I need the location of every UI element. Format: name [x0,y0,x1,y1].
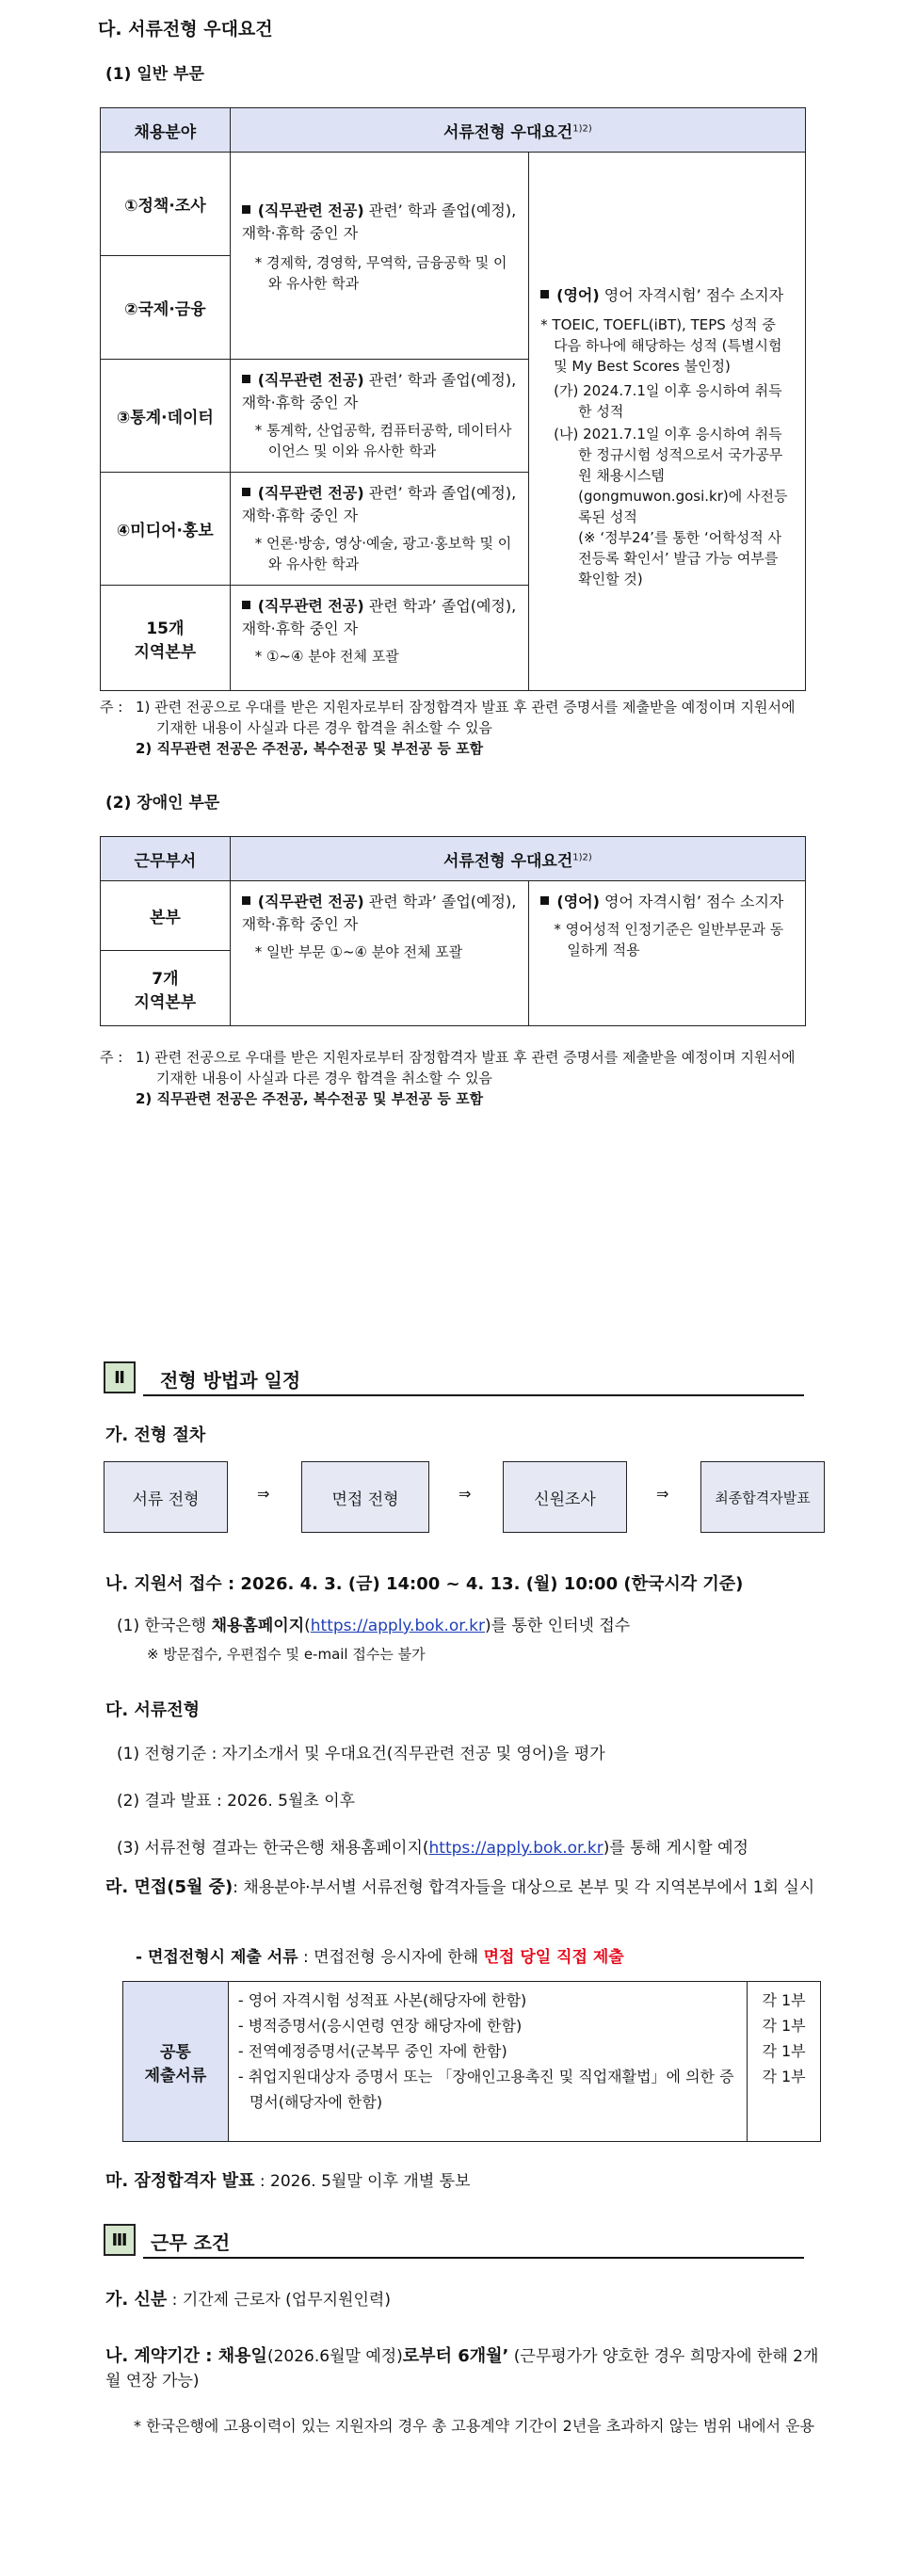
flow-arrow-icon: ⇒ [656,1485,669,1503]
field-stats-data: ③통계·데이터 [101,360,231,473]
general-preference-table [100,107,806,691]
section-title-preference: 다. 서류전형 우대요건 [98,19,273,40]
english-na [540,424,794,527]
english-bold: (영어) [556,893,600,910]
footnote-1: 1) 관련 전공으로 우대를 받은 지원자로부터 잠정합격자 발표 후 관련 증명서를 제출받을 예정이며 지원서에 기재한 내용이 사실과 다른 경우 합격을 취소할 수 있음 [136,1049,796,1087]
screening-result-date: (2) 결과 발표 : 2026. 5월초 이후 [117,1792,356,1811]
col-header-field: 채용분야 [101,108,231,153]
req-note: * 경제학, 경영학, 무역학, 금융공학 및 이와 유사한 학과 [254,254,507,292]
docs-label-l1: 공통 [159,2042,191,2062]
col-header-sup: 1)2) [572,122,592,134]
disabled-preference-table [100,836,806,1026]
english-ga [540,380,794,422]
req-text: 관련’ 학과 졸업(예정), 재학·휴학 중인 자 [241,201,517,242]
req-cell-regional [230,586,528,691]
dept-regional [101,951,231,1026]
footnote-prefix: 주 : [100,699,123,716]
application-method: (1) 한국은행 채용홈페이지(https://apply.bok.or.kr)를 통한 인터넷 접수 [117,1617,631,1635]
english-note: * 영어성적 인정기준은 일반부문과 동일하게 적용 [554,921,784,958]
bullet-square-icon [242,488,250,496]
posting-prefix: (3) 서류전형 결과는 한국은행 채용홈페이지( [117,1839,429,1858]
bullet-square-icon [242,375,250,383]
req-bold: (직무관련 전공) [257,893,364,910]
section-underline [143,1394,804,1396]
dept-hq: 본부 [101,881,231,951]
english-text: 영어 자격시험’ 점수 소지자 [599,893,784,910]
req-text: 관련 학과’ 졸업(예정), 재학·휴학 중인 자 [241,597,517,637]
doc-item: - 병적증명서(응시연령 연장 해당자에 한함) [237,2017,523,2035]
provisional-text: : 2026. 5월말 이후 개별 통보 [254,2172,471,2191]
req-bold: (직무관련 전공) [257,597,364,615]
interview-text: : 채용분야·부서별 서류전형 합격자들을 대상으로 본부 및 각 지역본부에서 1회 실시 [233,1878,815,1897]
section-title-2: 전형 방법과 일정 [160,1369,301,1392]
status-bold: 가. 신분 [105,2290,168,2310]
interview-submission [136,1943,624,1967]
req-bold: (직무관련 전공) [257,484,364,502]
provisional-pass-announcement [105,2167,471,2192]
english-req-cell [529,153,806,691]
dept-regional-l2: 지역본부 [134,992,197,1012]
dept-regional-l1: 7개 [152,969,179,989]
req-note: * 일반 부문 ①~④ 분야 전체 포괄 [254,943,463,960]
submission-bold: - 면접전형시 제출 서류 [136,1948,298,1967]
screening-criteria: (1) 전형기준 : 자기소개서 및 우대요건(직무관련 전공 및 영어)을 평가 [117,1745,605,1763]
document-screening-title: 다. 서류전형 [105,1700,201,1720]
application-note: ※ 방문접수, 우편접수 및 e-mail 접수는 불가 [147,1646,426,1663]
doc-item: - 영어 자격시험 성적표 사본(해당자에 한함) [237,1991,527,2009]
flow-step-document: 서류 전형 [104,1461,228,1533]
req-note: * 통계학, 산업공학, 컴퓨터공학, 데이터사이언스 및 이와 유사한 학과 [254,422,512,459]
field-intl-finance: ②국제·금융 [101,256,231,360]
field-regional [101,586,231,691]
contract-bold-2: 로부터 6개월’ [402,2346,509,2366]
bullet-square-icon [540,290,549,298]
submission-red: 면접 당일 직접 제출 [483,1948,624,1967]
docs-list-cell [228,1982,747,2142]
application-period: 나. 지원서 접수 : 2026. 4. 3. (금) 14:00 ~ 4. 13. (월) 10:00 (한국시각 기준) [105,1574,744,1594]
app-prefix: (1) 한국은행 [117,1617,212,1635]
subtitle-general: (1) 일반 부문 [105,65,204,84]
flow-arrow-icon: ⇒ [257,1485,270,1503]
app-suffix: )를 통한 인터넷 접수 [484,1617,631,1635]
field-regional-l1: 15개 [146,619,185,638]
req-cell-stats [230,360,528,473]
provisional-bold: 마. 잠정합격자 발표 [105,2171,255,2191]
interview-info [105,1876,821,1900]
req-note: * 언론·방송, 영상·예술, 광고·홍보학 및 이와 유사한 학과 [254,535,512,572]
col-header-preference [230,108,805,153]
section-underline [143,2257,804,2259]
doc-count: 각 1부 [762,2042,806,2060]
doc-count: 각 1부 [762,1991,806,2009]
employment-status [105,2286,391,2310]
section-title-3: 근무 조건 [151,2231,231,2254]
ga-text: 2024.7.1일 이후 응시하여 취득한 성적 [578,382,782,420]
field-policy: ①정책·조사 [101,153,231,256]
general-footnotes [100,697,808,759]
screening-result-posting [117,1834,748,1858]
contract-note: * 한국은행에 고용이력이 있는 지원자의 경우 총 고용계약 기간이 2년을 초과하지 않는 범위 내에서 운용 [134,2417,815,2435]
english-text: 영어 자격시험’ 점수 소지자 [599,286,784,304]
doc-count: 각 1부 [762,2068,806,2085]
col-header-preference [230,837,805,881]
req-text: 관련 학과’ 졸업(예정), 재학·휴학 중인 자 [241,893,517,933]
bullet-square-icon [242,205,250,214]
footnote-2: 2) 직무관련 전공은 주전공, 복수전공 및 부전공 등 포함 [136,740,484,757]
req-bold: (직무관련 전공) [257,371,364,389]
req-cell-econ [230,153,528,360]
req-note: * ①~④ 분야 전체 포괄 [254,648,399,665]
flow-step-background: 신원조사 [503,1461,627,1533]
flow-step-interview: 면접 전형 [301,1461,429,1533]
interview-title: 라. 면접(5월 중) [105,1877,233,1897]
common-docs-label [123,1982,229,2142]
subtitle-disabled: (2) 장애인 부문 [105,794,220,813]
ga-marker: (가) [554,382,579,399]
submission-mid: : 면접전형 응시자에 한해 [298,1948,484,1967]
req-cell-media [230,473,528,586]
req-text: 관련’ 학과 졸업(예정), 재학·휴학 중인 자 [241,484,517,524]
field-regional-l2: 지역본부 [134,642,197,662]
col-header-preference-text: 서류전형 우대요건 [442,122,573,142]
contract-period [105,2344,823,2393]
docs-label-l2: 제출서류 [144,2066,207,2085]
contract-text-1: (2026.6월말 예정) [266,2347,403,2366]
section-number-3: Ⅲ [104,2224,136,2256]
na-text: 2021.7.1일 이후 응시하여 취득한 정규시험 성적으로서 국가공무원 채용시스템(gongmuwon.gosi.kr)에 사전등록된 성적 [578,426,788,525]
section-number-2: Ⅱ [104,1361,136,1393]
english-bold: (영어) [556,286,600,304]
req-text: 관련’ 학과 졸업(예정), 재학·휴학 중인 자 [241,371,517,411]
footnote-1: 1) 관련 전공으로 우대를 받은 지원자로부터 잠정합격자 발표 후 관련 증명서를 제출받을 예정이며 지원서에 기재한 내용이 사실과 다른 경우 합격을 취소할 수 있음 [136,699,796,736]
doc-count: 각 1부 [762,2017,806,2035]
docs-count-cell [748,1982,821,2142]
common-documents-table [122,1981,821,2142]
flow-title: 가. 전형 절차 [105,1425,206,1445]
req-bold: (직무관련 전공) [257,201,364,219]
bullet-square-icon [242,896,250,905]
app-bold: 채용홈페이지 [211,1617,305,1635]
disabled-footnotes [100,1047,808,1109]
col-header-sup: 1)2) [572,851,592,862]
bullet-square-icon [540,896,549,905]
posting-homepage-link[interactable]: https://apply.bok.or.kr [428,1839,603,1858]
col-header-preference-text: 서류전형 우대요건 [442,851,573,871]
footnote-2: 2) 직무관련 전공은 주전공, 복수전공 및 부전공 등 포함 [136,1090,484,1107]
contract-bold-1: 나. 계약기간 : 채용일 [105,2346,267,2366]
disabled-english-cell [529,881,806,1026]
na-marker: (나) [554,426,579,443]
footnote-prefix: 주 : [100,1049,123,1066]
english-na-sub: (※ ‘정부24’를 통한 ‘어학성적 사전등록 확인서’ 발급 가능 여부를 확인할 것) [578,529,781,588]
field-media-pr: ④미디어·홍보 [101,473,231,586]
posting-suffix: )를 통해 게시할 예정 [603,1839,748,1858]
status-text: : 기간제 근로자 (업무지원인력) [167,2291,391,2310]
flow-arrow-icon: ⇒ [459,1485,472,1503]
english-note: * TOEIC, TOEFL(iBT), TEPS 성적 중 다음 하나에 해당하는 성적 (특별시험 및 My Best Scores 불인정) [540,316,782,375]
disabled-major-cell [230,881,529,1026]
col-header-dept: 근무부서 [101,837,231,881]
flow-step-final: 최종합격자발표 [700,1461,825,1533]
doc-item: - 취업지원대상자 증명서 또는 「장애인고용촉진 및 직업재활법」에 의한 증명서(해당자에 한함) [237,2068,734,2111]
apply-homepage-link[interactable]: https://apply.bok.or.kr [310,1617,485,1635]
contract-text-2: (근무평가가 양호한 경우 희망자에 한해 2개월 연장 가능) [105,2347,819,2391]
bullet-square-icon [242,601,250,609]
doc-item: - 전역예정증명서(군복무 중인 자에 한함) [237,2042,507,2060]
